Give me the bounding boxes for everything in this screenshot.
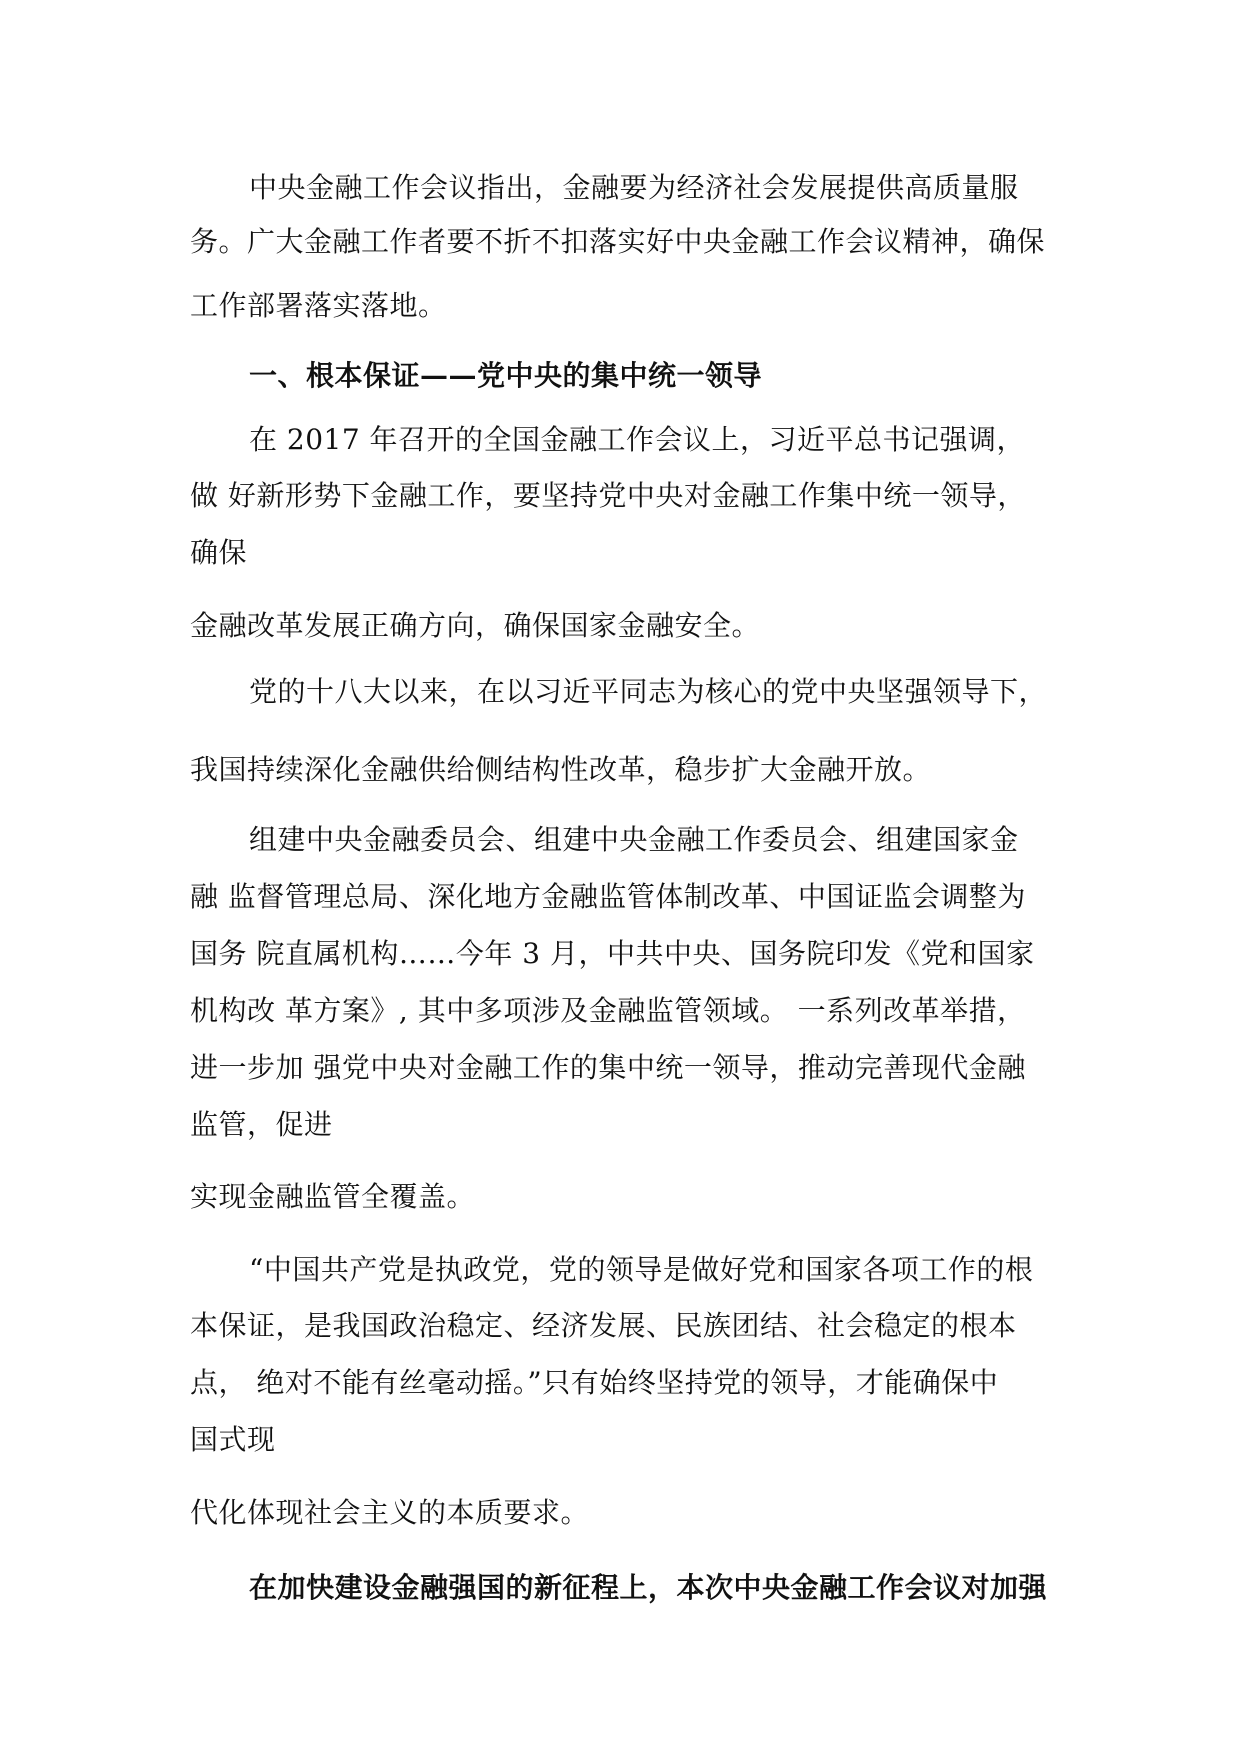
paragraph-line: 我国持续深化金融供给侧结构性改革，稳步扩大金融开放。 — [190, 753, 932, 786]
paragraph-line: 本保证，是我国政治稳定、经济发展、民族团结、社会稳定的根本 — [190, 1309, 1017, 1342]
paragraph-line: 融 监督管理总局、深化地方金融监管体制改革、中国证监会调整为 — [190, 880, 1026, 913]
paragraph-line: 党的十八大以来，在以习近平同志为核心的党中央坚强领导下， — [249, 675, 1048, 708]
paragraph-line: 工作部署落实落地。 — [190, 289, 447, 322]
paragraph-line: “中国共产党是执政党，党的领导是做好党和国家各项工作的根 — [249, 1253, 1034, 1286]
paragraph-line: 进一步加 强党中央对金融工作的集中统一领导，推动完善现代金融 — [190, 1051, 1026, 1084]
paragraph-line: 组建中央金融委员会、组建中央金融工作委员会、组建国家金 — [249, 823, 1019, 856]
paragraph-line: 确保 — [190, 536, 248, 569]
paragraph-line: 点， 绝对不能有丝毫动摇。”只有始终坚持党的领导，才能确保中 — [190, 1366, 999, 1399]
paragraph-line: 代化体现社会主义的本质要求。 — [190, 1496, 590, 1529]
paragraph-line: 在 2017 年召开的全国金融工作会议上，习近平总书记强调， — [249, 423, 1026, 456]
paragraph-line-bold: 在加快建设金融强国的新征程上，本次中央金融工作会议对加强 — [249, 1571, 1048, 1604]
paragraph-line: 国式现 — [190, 1423, 276, 1456]
paragraph-line: 监管，促进 — [190, 1108, 333, 1141]
paragraph-line: 中央金融工作会议指出，金融要为经济社会发展提供高质量服 — [249, 171, 1019, 204]
paragraph-line: 金融改革发展正确方向，确保国家金融安全。 — [190, 609, 761, 642]
paragraph-line: 务。广大金融工作者要不折不扣落实好中央金融工作会议精神，确保 — [190, 225, 1046, 258]
paragraph-line: 机构改 革方案》, 其中多项涉及金融监管领域。 一系列改革举措， — [190, 994, 1026, 1027]
paragraph-line: 国务 院直属机构……今年 3 月，中共中央、国务院印发《党和国家 — [190, 937, 1035, 970]
paragraph-line: 做 好新形势下金融工作，要坚持党中央对金融工作集中统一领导， — [190, 479, 1026, 512]
section-heading: 一、根本保证——党中央的集中统一领导 — [249, 359, 763, 392]
paragraph-line: 实现金融监管全覆盖。 — [190, 1180, 476, 1213]
